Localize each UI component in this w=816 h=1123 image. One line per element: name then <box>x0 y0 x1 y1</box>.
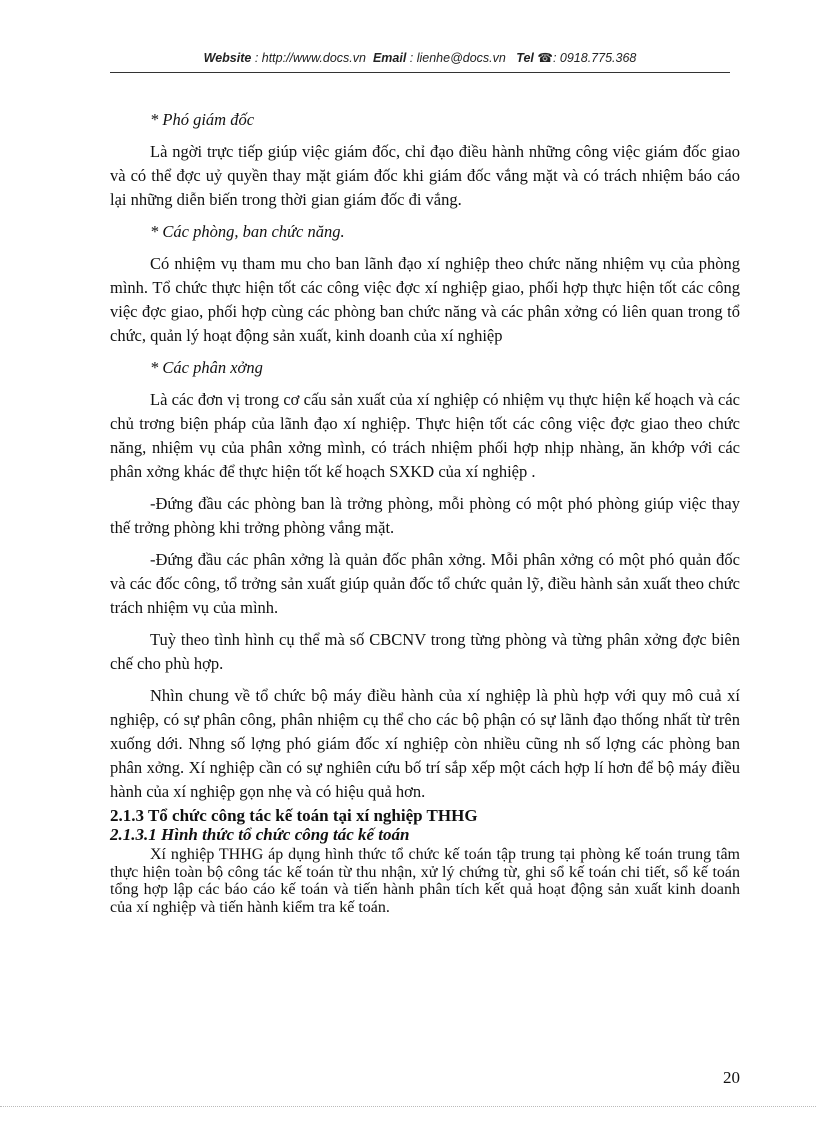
paragraph-department-heads: -Đứng đầu các phòng ban là trởng phòng, mỗi phòng có một phó phòng giúp việc thay thế trởng phòng khi trởng phòng vắng mặt. <box>110 494 740 537</box>
tel-value: : 0918.775.368 <box>552 51 637 65</box>
page-header <box>110 50 730 65</box>
footer-rule <box>0 1106 816 1107</box>
email-label: Email <box>372 51 407 65</box>
paragraph-summary: Nhìn chung về tổ chức bộ máy điều hành của xí nghiệp là phù hợp với quy mô cuả xí nghiệp, có sự phân công, phân nhiệm cụ thể cho các bộ phận có sự lãnh đạo thống nhất từ trên xuống dới. Nhng số lợng phó giám đốc xí nghiệp còn nhiều cũng nh số lợng các phòng ban phân xởng. Xí nghiệp cần có sự nghiên cứu bố trí sắp xếp một cách hợp lí hơn để bộ máy điều hành của xí nghiệp gọn nhẹ và có hiệu quả hơn. <box>110 686 740 801</box>
subheading-vice-director: * Phó giám đốc <box>150 110 255 129</box>
subsection-heading: 2.1.3.1 Hình thức tổ chức công tác kế toán <box>110 825 410 844</box>
section-heading: 2.1.3 Tổ chức công tác kế toán tại xí nghiệp THHG <box>110 806 478 825</box>
paragraph-staffing: Tuỳ theo tình hình cụ thể mà số CBCNV trong từng phòng và từng phân xởng đợc biên chế cho phù hợp. <box>110 630 740 673</box>
paragraph-accounting-form: Xí nghiệp THHG áp dụng hình thức tổ chức kế toán tập trung tại phòng kế toán trung tâm thực hiện toàn bộ công tác kế toán từ thu nhận, xử lý chứng từ, ghi sổ kế toán chi tiết, sổ kế toán tổng hợp lập các báo cáo kế toán và tiến hành phân tích kết quả hoạt động sản xuất kinh doanh của xí nghiệp và tiến hành kiểm tra kế toán. <box>110 846 740 916</box>
paragraph-vice-director: Là ngời trực tiếp giúp việc giám đốc, chỉ đạo điều hành những công việc giám đốc giao và có thể đợc uỷ quyền thay mặt giám đốc khi giám đốc vắng mặt và có trách nhiệm báo cáo lại những diễn biến trong thời gian giám đốc đi vắng. <box>110 142 740 209</box>
email-value: : lienhe@docs.vn <box>409 51 506 65</box>
subheading-workshops: * Các phân xởng <box>150 358 263 377</box>
paragraph-departments: Có nhiệm vụ tham mu cho ban lãnh đạo xí nghiệp theo chức năng nhiệm vụ của phòng mình. Tổ chức thực hiện tốt các công việc đợc xí nghiệp giao, phối hợp thực hiện tốt các công việc đợc giao, phối hợp cùng các phòng ban chức năng và các phân xởng có liên quan trong tổ chức, quản lý hoạt động sản xuất, kinh doanh của xí nghiệp <box>110 254 740 345</box>
phone-icon: ☎ <box>537 51 553 65</box>
document-body <box>110 108 740 916</box>
header-rule <box>110 72 730 73</box>
website-label: Website <box>203 51 252 65</box>
tel-label: Tel <box>516 51 534 65</box>
paragraph-workshops: Là các đơn vị trong cơ cấu sản xuất của xí nghiệp có nhiệm vụ thực hiện kế hoạch và các chủ trơng biện pháp của lãnh đạo xí nghiệp. Thực hiện tốt các công việc đợc giao theo chức năng, nhiệm vụ của phân xởng mình, có trách nhiệm phối hợp nhịp nhàng, ăn khớp với các phân xởng khác để thực hiện tốt kế hoạch SXKD của xí nghiệp . <box>110 390 740 481</box>
page-number: 20 <box>723 1068 740 1087</box>
paragraph-workshop-heads: -Đứng đầu các phân xởng là quản đốc phân xởng. Mỗi phân xởng có một phó quản đốc và các đốc công, tổ trởng sản xuất giúp quản đốc tổ chức quản lỹ, điều hành sản xuất theo chức trách nhiệm vụ của mình. <box>110 550 740 617</box>
subheading-departments: * Các phòng, ban chức năng. <box>150 222 345 241</box>
website-value: : http://www.docs.vn <box>254 51 366 65</box>
